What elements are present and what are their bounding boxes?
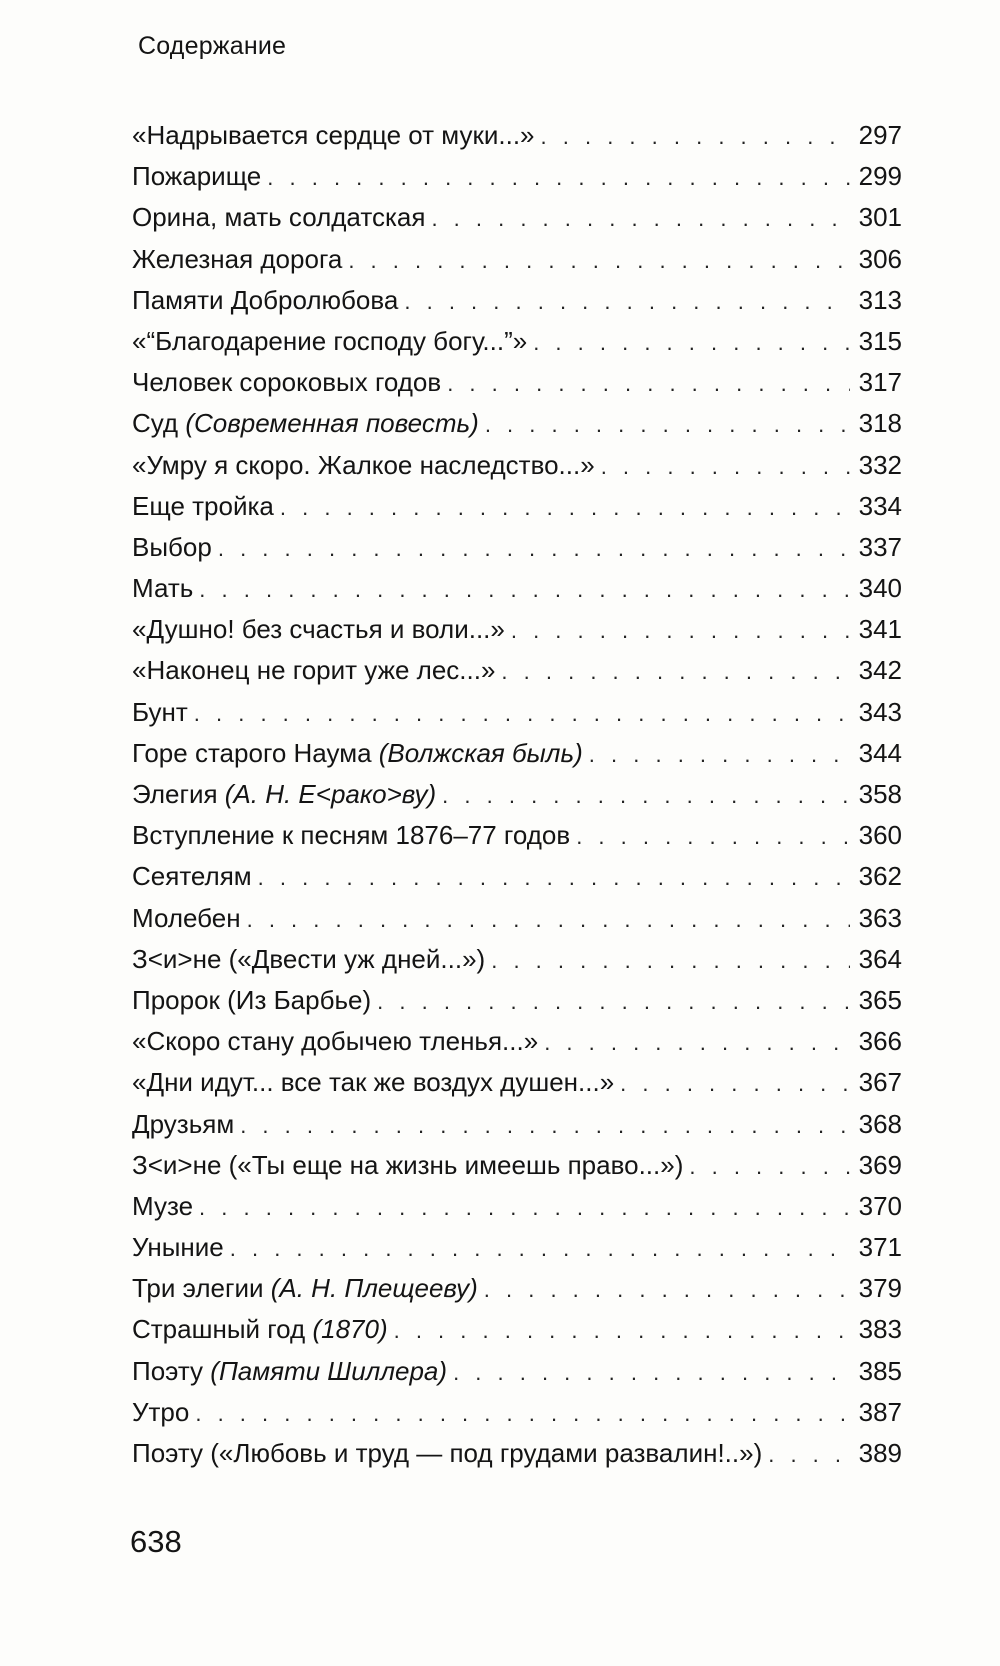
toc-entry-title bbox=[132, 1191, 193, 1222]
toc-entry-title-text: «Скоро стану добычею тленья...» bbox=[132, 1026, 539, 1057]
toc-entry-page-number: 368 bbox=[858, 1108, 902, 1139]
toc-entry-page-number: 299 bbox=[858, 161, 902, 192]
dot-leader bbox=[377, 989, 850, 1015]
toc-entry-title bbox=[132, 614, 505, 645]
toc-entry-page-number: 315 bbox=[858, 325, 902, 356]
toc-entry-page-number: 297 bbox=[858, 120, 902, 150]
toc-entry bbox=[132, 367, 902, 408]
toc-entry-page-number: 344 bbox=[858, 737, 902, 768]
toc-entry-title-text: Суд bbox=[132, 408, 186, 439]
toc-entry-title-text: Поэту («Любовь и труд — под грудами развалин!..») bbox=[132, 1438, 763, 1468]
toc-entry-title bbox=[132, 944, 485, 975]
toc-entry-page-number: 332 bbox=[858, 449, 902, 480]
dot-leader bbox=[442, 783, 850, 809]
toc-entry-title bbox=[132, 738, 583, 769]
toc-entry-title bbox=[132, 655, 495, 686]
toc-entry-title bbox=[132, 450, 595, 481]
toc-entry-title-text: Мать bbox=[132, 573, 194, 604]
dot-leader bbox=[280, 495, 850, 521]
toc-entry-title bbox=[132, 1438, 762, 1469]
toc-entry-page-number: 366 bbox=[858, 1026, 902, 1057]
toc-entry bbox=[132, 244, 902, 285]
dot-leader bbox=[258, 865, 850, 891]
dot-leader bbox=[431, 206, 850, 232]
toc-entry-title-text: «“Благодарение господу богу...”» bbox=[132, 325, 528, 356]
toc-entry-page-number: 389 bbox=[858, 1438, 902, 1468]
toc-entry bbox=[132, 1150, 902, 1191]
toc-entry-title-text: Сеятелям bbox=[132, 861, 252, 892]
toc-entry bbox=[132, 120, 902, 161]
toc-entry bbox=[132, 1026, 902, 1067]
dot-leader bbox=[247, 907, 850, 933]
toc-entry-title bbox=[132, 1273, 478, 1304]
toc-entry bbox=[132, 1438, 902, 1479]
toc-entry bbox=[132, 1191, 902, 1232]
toc-entry bbox=[132, 573, 902, 614]
dot-leader bbox=[218, 536, 850, 562]
toc-entry bbox=[132, 944, 902, 985]
toc-entry-title-text: «Надрывается сердце от муки...» bbox=[132, 120, 535, 150]
toc-entry bbox=[132, 491, 902, 532]
dot-leader bbox=[485, 412, 850, 438]
toc-entry-title bbox=[132, 1109, 234, 1140]
toc-entry bbox=[132, 408, 902, 449]
dot-leader bbox=[199, 1195, 850, 1221]
toc-entry-page-number: 362 bbox=[858, 861, 902, 892]
toc-entry-page-number: 365 bbox=[858, 984, 902, 1015]
toc-entry-page-number: 364 bbox=[858, 943, 902, 974]
toc-entry bbox=[132, 779, 902, 820]
toc-entry bbox=[132, 532, 902, 573]
toc-entry-page-number: 379 bbox=[858, 1273, 902, 1304]
toc-entry-page-number: 318 bbox=[858, 408, 902, 439]
dot-leader bbox=[194, 701, 850, 727]
toc-entry-title bbox=[132, 697, 188, 728]
toc-entry-title-text: Памяти Добролюбова bbox=[132, 284, 399, 315]
toc-entry-page-number: 313 bbox=[858, 284, 902, 315]
toc-entry-title bbox=[132, 903, 241, 934]
toc-entry-title bbox=[132, 985, 371, 1016]
toc-entry-title bbox=[132, 408, 479, 439]
toc-entry-page-number: 334 bbox=[858, 490, 902, 521]
toc-entry bbox=[132, 285, 902, 326]
toc-entry-title bbox=[132, 573, 193, 604]
dot-leader bbox=[601, 454, 850, 480]
toc-entry bbox=[132, 450, 902, 491]
toc-entry-title-text: З<и>не («Ты еще на жизнь имеешь право...») bbox=[132, 1149, 684, 1180]
toc-entry bbox=[132, 738, 902, 779]
toc-entry-page-number: 358 bbox=[858, 779, 902, 809]
dot-leader bbox=[195, 1401, 850, 1427]
toc-entry-title bbox=[132, 820, 570, 851]
dot-leader bbox=[589, 742, 850, 768]
toc-entry bbox=[132, 1314, 902, 1355]
toc-entry-page-number: 340 bbox=[858, 573, 902, 604]
toc-entry-page-number: 317 bbox=[858, 367, 902, 398]
toc-entry-title-text: Три элегии bbox=[132, 1273, 271, 1304]
toc-entry-page-number: 370 bbox=[858, 1190, 902, 1221]
toc-entry-title bbox=[132, 1232, 224, 1263]
toc-entry-page-number: 385 bbox=[858, 1355, 902, 1386]
toc-entry-page-number: 306 bbox=[858, 243, 902, 274]
toc-entry-page-number: 301 bbox=[858, 202, 902, 233]
toc-entry-title-text: Человек сороковых годов bbox=[132, 367, 442, 398]
toc-entry-subtitle: (А. Н. Е<рако>ву) bbox=[224, 779, 437, 809]
toc-entry-title-text: Уныние bbox=[132, 1232, 224, 1263]
toc-entry-title bbox=[132, 491, 274, 522]
toc-entry-page-number: 342 bbox=[858, 655, 902, 686]
dot-leader bbox=[484, 1277, 850, 1303]
toc-entry-title bbox=[132, 367, 441, 398]
dot-leader bbox=[267, 165, 850, 191]
toc-entry-title-text: Пророк (Из Барбье) bbox=[132, 984, 372, 1015]
toc-entry bbox=[132, 985, 902, 1026]
toc-entry bbox=[132, 820, 902, 861]
toc-entry bbox=[132, 1067, 902, 1108]
toc-entry-title-text: Музе bbox=[132, 1190, 194, 1221]
toc-entry-title bbox=[132, 1150, 683, 1181]
toc-entry-title-text: Элегия bbox=[132, 779, 225, 809]
dot-leader bbox=[501, 659, 850, 685]
toc-entry-title bbox=[132, 1314, 388, 1345]
toc-entry bbox=[132, 1273, 902, 1314]
toc-entry-title-text: «Наконец не горит уже лес...» bbox=[132, 655, 496, 686]
toc-entry-title-text: Вступление к песням 1876–77 годов bbox=[132, 820, 571, 851]
dot-leader bbox=[199, 577, 850, 603]
dot-leader bbox=[541, 124, 850, 150]
toc-entry-title bbox=[132, 202, 425, 233]
toc-entry-page-number: 337 bbox=[858, 531, 902, 562]
toc-entry-title-text: Пожарище bbox=[132, 161, 262, 192]
toc-entry-subtitle: (Волжская быль) bbox=[378, 737, 583, 768]
toc-entry-title-text: Утро bbox=[132, 1396, 190, 1427]
toc-entry bbox=[132, 614, 902, 655]
toc-entry bbox=[132, 697, 902, 738]
toc-entry bbox=[132, 1232, 902, 1273]
dot-leader bbox=[348, 248, 850, 274]
dot-leader bbox=[544, 1030, 850, 1056]
toc-entry-title bbox=[132, 1067, 614, 1098]
toc-entry-title bbox=[132, 1397, 189, 1428]
dot-leader bbox=[768, 1442, 850, 1468]
toc-entry-page-number: 360 bbox=[858, 820, 902, 851]
toc-entry-subtitle: (А. Н. Плещееву) bbox=[270, 1273, 478, 1304]
toc-entry bbox=[132, 861, 902, 902]
toc-entry-title-text: Молебен bbox=[132, 902, 241, 933]
dot-leader bbox=[491, 948, 850, 974]
toc-entry-title bbox=[132, 326, 527, 357]
toc-entry-page-number: 383 bbox=[858, 1314, 902, 1345]
toc-entry-page-number: 341 bbox=[858, 614, 902, 645]
toc-entry bbox=[132, 161, 902, 202]
toc-entry-title-text: Друзьям bbox=[132, 1108, 235, 1139]
dot-leader bbox=[404, 289, 850, 315]
dot-leader bbox=[230, 1236, 850, 1262]
toc-entry-title bbox=[132, 1026, 538, 1057]
toc-entry-title bbox=[132, 861, 252, 892]
running-header: Содержание bbox=[138, 32, 287, 60]
toc-entry bbox=[132, 1397, 902, 1438]
toc-entry-title-text: Страшный год bbox=[132, 1314, 313, 1345]
toc-entry bbox=[132, 903, 902, 944]
toc-entry-title-text: Выбор bbox=[132, 531, 212, 562]
toc-entry-title-text: «Дни идут... все так же воздух душен...» bbox=[132, 1067, 615, 1098]
dot-leader bbox=[240, 1113, 850, 1139]
dot-leader bbox=[394, 1318, 850, 1344]
dot-leader bbox=[620, 1071, 850, 1097]
toc-entry-page-number: 371 bbox=[858, 1232, 902, 1263]
toc-entry bbox=[132, 326, 902, 367]
table-of-contents bbox=[132, 120, 902, 1479]
toc-entry-title bbox=[132, 1356, 447, 1387]
dot-leader bbox=[576, 824, 850, 850]
toc-entry-subtitle: (Современная повесть) bbox=[185, 408, 479, 439]
toc-entry-page-number: 363 bbox=[858, 902, 902, 933]
toc-entry-title bbox=[132, 244, 342, 275]
dot-leader bbox=[533, 330, 850, 356]
toc-entry bbox=[132, 655, 902, 696]
toc-entry-page-number: 387 bbox=[858, 1396, 902, 1427]
toc-entry-subtitle: (Памяти Шиллера) bbox=[210, 1355, 448, 1386]
toc-entry-page-number: 369 bbox=[858, 1149, 902, 1180]
page-number: 638 bbox=[130, 1524, 182, 1559]
dot-leader bbox=[511, 618, 850, 644]
toc-entry-title-text: З<и>не («Двести уж дней...») bbox=[132, 943, 486, 974]
dot-leader bbox=[447, 371, 850, 397]
toc-entry-page-number: 367 bbox=[858, 1067, 902, 1098]
toc-entry-title-text: Поэту bbox=[132, 1355, 211, 1386]
toc-entry-title bbox=[132, 161, 261, 192]
toc-entry bbox=[132, 202, 902, 243]
dot-leader bbox=[689, 1154, 850, 1180]
toc-entry-title-text: Орина, мать солдатская bbox=[132, 202, 426, 233]
toc-entry-title-text: Железная дорога bbox=[132, 243, 343, 274]
toc-entry-title-text: «Умру я скоро. Жалкое наследство...» bbox=[132, 449, 595, 480]
toc-entry-title-text: «Душно! без счастья и воли...» bbox=[132, 614, 505, 645]
toc-entry-title bbox=[132, 779, 436, 810]
toc-entry bbox=[132, 1356, 902, 1397]
toc-entry bbox=[132, 1109, 902, 1150]
toc-entry-subtitle: (1870) bbox=[312, 1314, 388, 1345]
toc-entry-title-text: Горе старого Наума bbox=[132, 737, 379, 768]
dot-leader bbox=[453, 1360, 850, 1386]
toc-entry-title bbox=[132, 532, 212, 563]
toc-entry-title-text: Бунт bbox=[132, 696, 188, 727]
toc-entry-title bbox=[132, 120, 535, 151]
toc-entry-title bbox=[132, 285, 398, 316]
toc-entry-page-number: 343 bbox=[858, 696, 902, 727]
toc-entry-title-text: Еще тройка bbox=[132, 490, 274, 521]
